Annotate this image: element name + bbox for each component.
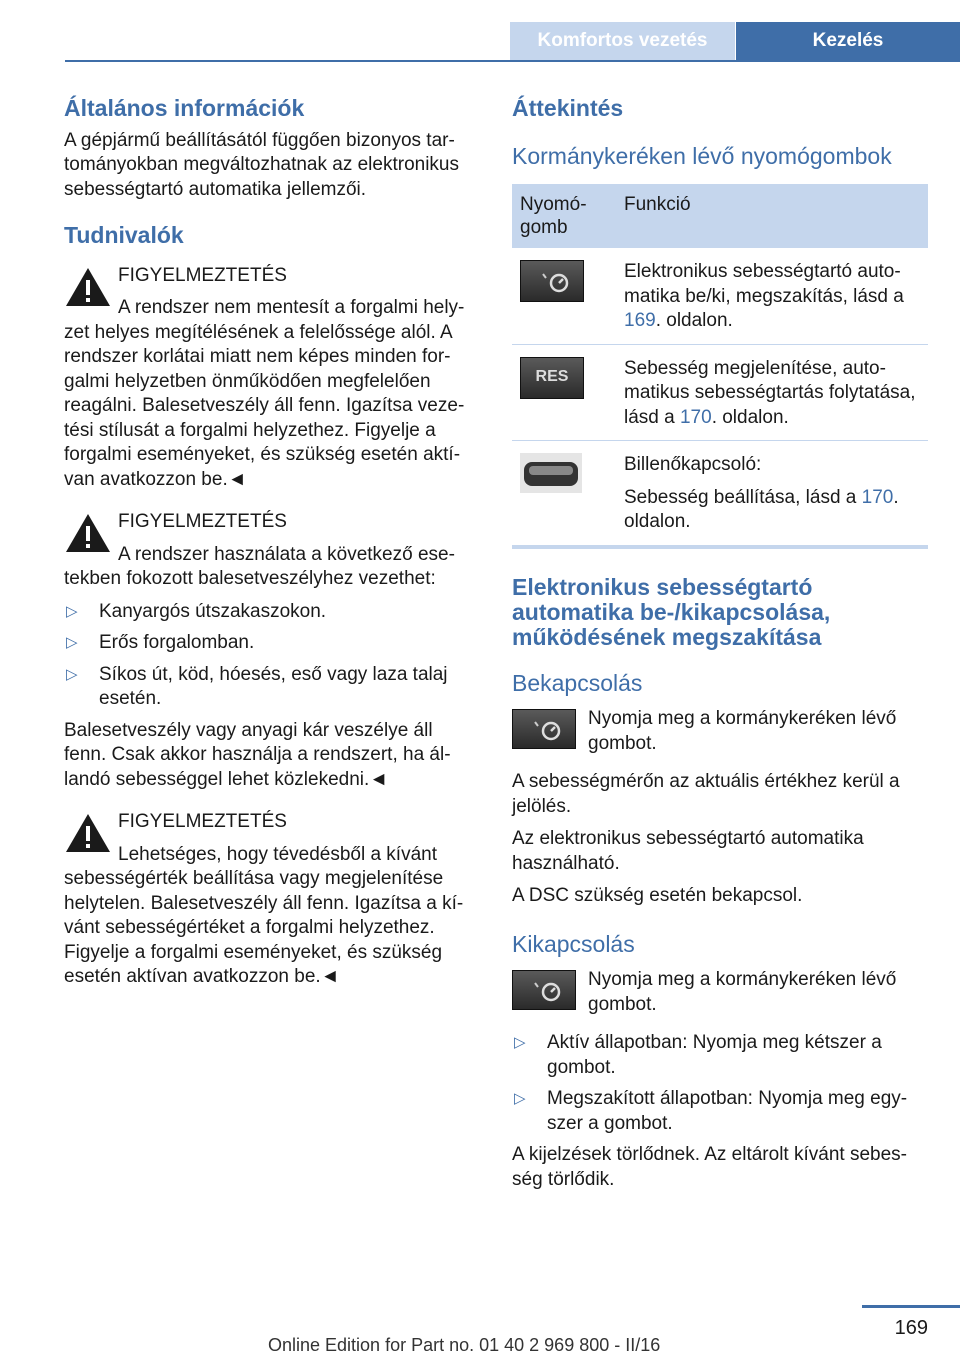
triangle-bullet-icon: ▷ xyxy=(514,1034,526,1052)
left-column xyxy=(64,95,478,990)
page-number: 169 xyxy=(894,1317,928,1339)
footer-edition-text: Online Edition for Part no. 01 40 2 969 800 - II/16 xyxy=(268,1335,661,1355)
switch-on-text: Nyomja meg a kormánykeréken lévő gombot. xyxy=(588,708,897,754)
rocker-switch-icon xyxy=(520,453,582,493)
heading-general-info: Általános információk xyxy=(64,95,305,121)
cruise-control-button-icon xyxy=(520,260,584,302)
table-row xyxy=(512,344,928,441)
list-item: ▷ Erős forgalomban. xyxy=(64,631,478,656)
table-row xyxy=(512,441,928,547)
heading-notes: Tudnivalók xyxy=(64,222,184,249)
column-header-button: Nyomógomb xyxy=(512,184,616,248)
heading-overview: Áttekintés xyxy=(512,95,624,121)
footer-rule xyxy=(862,1305,960,1308)
res-button-icon: RES xyxy=(520,357,584,399)
warning-text: Lehetséges, hogy tévedésből a kívánt sebességérték beállítása vagy megjelenítése helytelen. Balesetveszély áll fenn. Igazítsa a kívánt sebességértéket a forgalmi helyzethez. Figyelje a forgalmi eseményeket, és szükség esetén aktívan avatkozzon be.◄ xyxy=(64,843,464,988)
table-header-row xyxy=(512,184,928,248)
switch-on-instruction xyxy=(512,707,928,756)
warning-text: A rendszer nem mentesít a forgalmi helyzet helyes megítélésének a felelőssége alól. A rendszer korlátai miatt nem képes minden forgalmi helyzetben önműködően megfelelően reagálni. Balesetveszély áll fenn. Igazítsa vezetési stílusát a forgalmi helyzethez. Figyelje a forgalmi eseményeket, és szükség esetén aktívan avatkozzon be.◄ xyxy=(64,297,465,490)
cruise-control-button-icon xyxy=(512,970,576,1010)
list-item: ▷ Aktív állapotban: Nyomja meg kétszer a gombot. xyxy=(514,1032,882,1078)
list-item: ▷ Kanyargós útszakaszokon. xyxy=(64,600,478,625)
triangle-bullet-icon: ▷ xyxy=(514,1090,526,1108)
table-row xyxy=(512,248,928,344)
warning-after-text: Balesetveszély vagy anyagi kár veszélye áll fenn. Csak akkor használja a rendszert, ha állandó sebességgel lehet közlekedni.◄ xyxy=(64,719,451,790)
header-section-tab: Komfortos vezetés xyxy=(510,22,735,60)
cruise-control-button-icon xyxy=(512,709,576,749)
heading-switch-on: Bekapcsolás xyxy=(512,669,643,696)
switch-on-para-3: A DSC szükség esetén bekapcsol. xyxy=(512,885,803,907)
warning-block-1 xyxy=(64,264,478,493)
switch-off-list xyxy=(512,1031,928,1136)
switch-off-final-text: A kijelzések törlődnek. Az eltárolt kívánt sebesség törlődik. xyxy=(512,1144,907,1190)
switch-off-instruction xyxy=(512,968,928,1017)
warning-triangle-icon xyxy=(64,512,112,554)
header-chapter-tab: Kezelés xyxy=(736,22,960,60)
list-item: ▷ Megszakított állapotban: Nyomja meg egyszer a gombot. xyxy=(514,1088,908,1134)
warning-title: FIGYELMEZTETÉS xyxy=(118,811,287,833)
warning-block-3 xyxy=(64,810,478,990)
header-rule xyxy=(65,60,960,62)
warning-conditions-list xyxy=(64,600,478,712)
heading-steering-buttons: Kormánykeréken lévő nyomógombok xyxy=(512,142,892,169)
switch-on-para-1: A sebességmérőn az aktuális értékhez kerül a jelölés. xyxy=(512,771,900,817)
warning-block-2 xyxy=(64,510,478,792)
steering-buttons-table xyxy=(512,184,928,549)
triangle-bullet-icon: ▷ xyxy=(66,602,78,620)
switch-on-para-2: Az elektronikus sebességtartó automatika használható. xyxy=(512,828,864,874)
switch-off-text: Nyomja meg a kormánykeréken lévő gombot. xyxy=(588,969,897,1015)
page-link[interactable]: 169 xyxy=(624,310,656,332)
heading-on-off: Elektronikus sebességtartó automatika be-/kikapcsolása, működésének megszakítása xyxy=(512,573,831,650)
function-cell: Sebesség megjelenítése, automatikus sebességtartás folytatása, lásd a 170. oldalon. xyxy=(616,344,928,441)
warning-triangle-icon xyxy=(64,812,112,854)
triangle-bullet-icon: ▷ xyxy=(66,634,78,652)
warning-text: A rendszer használata a következő esetekben fokozott balesetveszélyhez vezethet: xyxy=(64,543,455,590)
right-column xyxy=(512,95,928,1192)
heading-switch-off: Kikapcsolás xyxy=(512,930,635,957)
page-link[interactable]: 170 xyxy=(679,406,712,428)
function-cell: Elektronikus sebességtartó automatika be/ki, megszakítás, lásd a 169. oldalon. xyxy=(616,248,928,344)
warning-title: FIGYELMEZTETÉS xyxy=(118,264,287,286)
function-cell: Billenőkapcsoló: Sebesség beállítása, lásd a 170. oldalon. xyxy=(616,441,928,547)
warning-triangle-icon xyxy=(64,266,112,308)
page-link[interactable]: 170 xyxy=(861,486,894,508)
general-info-text: A gépjármű beállításától függően bizonyos tartományokban megváltozhatnak az elektronikus sebességtartó automatika jellemzői. xyxy=(64,129,460,200)
column-header-function: Funkció xyxy=(616,184,928,248)
list-item: ▷ Síkos út, köd, hóesés, eső vagy laza talaj esetén. xyxy=(66,663,448,710)
triangle-bullet-icon: ▷ xyxy=(66,665,78,683)
warning-title: FIGYELMEZTETÉS xyxy=(118,511,287,533)
